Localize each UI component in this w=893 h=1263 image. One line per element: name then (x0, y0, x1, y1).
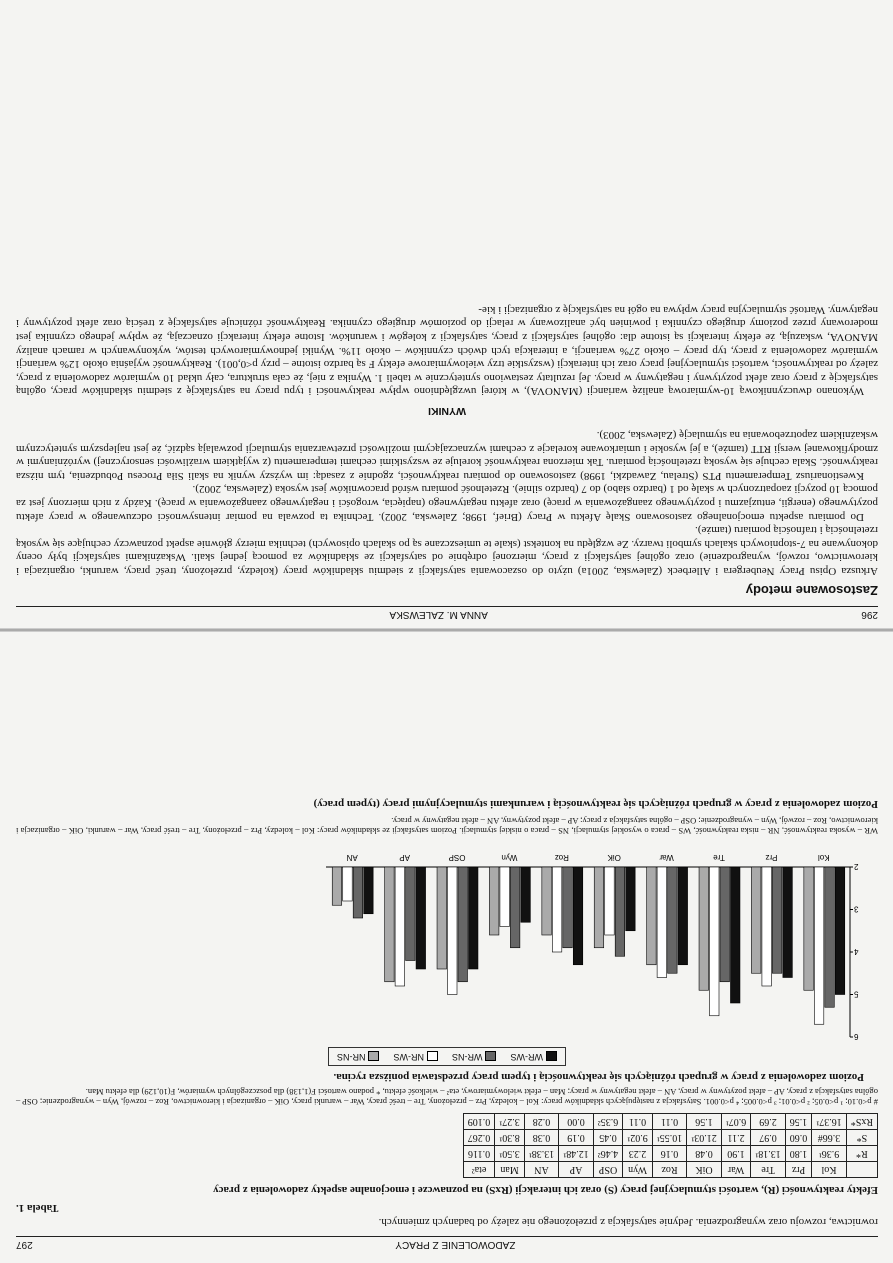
page-divider (0, 628, 893, 632)
running-header (16, 606, 878, 620)
section-title: Zastosowane metody (745, 583, 878, 598)
x-tick-label: AN (346, 853, 358, 863)
table-cell: 0.97 (751, 1130, 786, 1146)
legend-item (337, 1051, 380, 1062)
legend-swatch (546, 1051, 557, 1061)
bar (605, 867, 614, 935)
table-cell: 0.45 (593, 1130, 623, 1146)
table-cell: 13.38¹ (524, 1146, 559, 1162)
bar (500, 867, 509, 927)
table-cell: 1.80 (785, 1146, 812, 1162)
paragraph: Wykonano dwuczynnikową 10-wymiarową analizę wariancji (MANOVA), w której uwzględniono wpływ reaktywności i typu pracy na satysfakcję z siedmiu składników pracy, ogólną satysfakcję z pracy oraz afekt pozytywny i negatywny w pracy. Jej rezultaty zestawiono syntetycznie w tabeli 1. Wynika z niej, że cała struktura, cały układ 10 wymiarów zadowolenia z pracy, zależy od reaktywności, wartości stymulacyjnej pracy oraz ich interakcji (wszystkie trzy wielowymiarowe efekty F są bardzo istotne – przy p<0,001). Reaktywność wyjaśnia około 12% wariancji wymiarów zadowolenia z pracy, typ pracy – około 27% wariancji, a interakcja tych dwóch czynników – około 11%. Wyniki jednowymiarowych testów, wykonywanych w ramach analizy MANOVA, wskazują, że efekty interakcji są istotne dla: ogólnej satysfakcji z pracy, satysfakcji z kolegów i warunków. Istotne efekty interakcji oznaczają, że wpływ jednego czynnika jest moderowany przez poziomy drugiego czynnika i powinien być analizowany w relacji do poziomów drugiego czynnika. Reaktywność różnicuje satysfakcję z treścią oraz afekt pozytywny i negatywny. Wartość stymulacyjna pracy wpływa na ogół na satysfakcję z organizacji i kie- (16, 303, 878, 398)
bar (406, 867, 415, 961)
table-cell: RxS* (846, 1114, 877, 1130)
bar (364, 867, 373, 914)
page-297 (0, 640, 893, 1263)
table-header-row (463, 1162, 877, 1178)
table-header-cell: Kol (812, 1162, 847, 1178)
bar (521, 867, 530, 922)
paragraph: Arkusza Opisu Pracy Neubergera i Allerbeck (Zalewska, 2001a) użyto do oszacowania satysfakcji z siedmiu składników pracy (koledzy, przełożony, treść pracy, warunki, organizacja i kierownictwo, rozwój, wynagrodzenie) oraz ogólnej satysfakcji z pracy, mierzonej odrębnie od satysfakcji ze składników za pomocą jednej skali. Wskaźnikami satysfakcji były oceny dokonywane na 7-stopniowych skalach symboli twarzy. Ze względu na kontekst (skale te umieszczane są po skalach opisowych) technika mierzy głównie aspekt poznawczy cechujące się wysoką rzetelnością i trafnością pomiaru (tamże). (16, 524, 878, 577)
table-cell: 0.267 (463, 1130, 495, 1146)
table-header-cell: Prz (785, 1162, 812, 1178)
bar (468, 867, 477, 969)
table-cell: 9.02¹ (623, 1130, 653, 1146)
x-tick-label: OSP (448, 853, 466, 863)
table-row (463, 1130, 877, 1146)
table-cell: S* (846, 1130, 877, 1146)
paragraph: Do pomiaru aspektu emocjonalnego zastosowano Skalę Afektu w Pracy (Brief, 1998; Zalewska, 2002). Technika ta pozwala na pomiar intensywności odczuwanego w pracy afektu pozytywnego (energii, entuzjazmu i pozytywnego zaangażowania w pracę) oraz afektu negatywnego (napięcia, wrogości i negatywnego zaangażowania w pracę). Każdy z nich mierzony jest za pomocą 10 pozycji zaopatrzonych w skalę od 1 (bardzo słabo) do 7 (bardzo silnie). Rzetelność pomiaru wśród pracowników jest wysoka (Zalewska, 2002). (16, 483, 878, 523)
y-tick-label: 6 (854, 1032, 859, 1042)
bar (573, 867, 582, 965)
table-cell: 0.16 (652, 1146, 687, 1162)
bar (489, 867, 498, 935)
table-cell: 9.36¹ (812, 1146, 847, 1162)
bar (762, 867, 771, 986)
bar (825, 867, 834, 1007)
table-cell: 3.50¹ (495, 1146, 525, 1162)
bar (668, 867, 677, 973)
table-cell: 10.55¹ (652, 1130, 687, 1146)
bar (594, 867, 603, 948)
bar-chart (16, 840, 878, 1066)
legend-swatch (486, 1051, 497, 1061)
legend-swatch (369, 1051, 380, 1061)
x-tick-label: War (659, 853, 674, 863)
bar (615, 867, 624, 956)
legend-item (452, 1051, 497, 1062)
table-cell: 0.109 (463, 1114, 495, 1130)
bar (783, 867, 792, 978)
table-cell: 0.60 (785, 1130, 812, 1146)
paragraph: Kwestionariusz Temperamentu PTS (Strelau, Zawadzki, 1998) zastosowano do pomiaru reaktywności, zgodnie z zasadą: im wyższy wynik na skali Siła Procesu Pobudzenia, tym niższa reaktywność. Skala cechuje się wysoką rzetelnością pomiaru. Tak mierzona reaktywność koreluje ze wszystkimi cechami temperamentu (z wyjątkiem wrażliwości sensorycznej) wyróżnianymi w zmodyfikowanej wersji RTT (tamże), a jej wysokie i umiarkowane korelacje z cechami wyznaczającymi możliwości przetwarzania stymulacji pozwalają sądzić, że jest najlepszym syntetycznym wskaźnikiem zapotrzebowania na stymulację (Zalewska, 2003). (16, 429, 878, 482)
results-table (463, 1113, 878, 1178)
bar (542, 867, 551, 935)
table-cell: 0.11 (623, 1114, 653, 1130)
running-header (16, 1236, 878, 1250)
bar (416, 867, 425, 969)
table-cell: 4.46² (593, 1146, 623, 1162)
table-cell: 3.66# (812, 1130, 847, 1146)
table-row (463, 1114, 877, 1130)
table-header-cell: AN (524, 1162, 559, 1178)
results-heading: WYNIKI (428, 405, 466, 418)
table-cell: 0.28 (524, 1114, 559, 1130)
x-tick-label: Roz (554, 853, 569, 863)
table-cell: 6.07¹ (721, 1114, 751, 1130)
bar (835, 867, 844, 995)
table-cell: 2.69 (751, 1114, 786, 1130)
table-header-cell: Man (495, 1162, 525, 1178)
table-cell: 6.35² (593, 1114, 623, 1130)
table-cell: 12.48¹ (559, 1146, 594, 1162)
bar (647, 867, 656, 965)
chart-legend (328, 1047, 566, 1066)
bar (626, 867, 635, 931)
table-cell: R* (846, 1146, 877, 1162)
x-tick-label: Tre (713, 853, 725, 863)
legend-swatch (427, 1051, 438, 1061)
bar (448, 867, 457, 995)
page-297-content (16, 650, 878, 1250)
bar (751, 867, 760, 973)
bar (510, 867, 519, 948)
table-number: Tabela 1. (16, 1202, 59, 1215)
legend-label: WR-NS (452, 1051, 483, 1062)
table-cell: 3.27¹ (495, 1114, 525, 1130)
table-cell: 21.03¹ (687, 1130, 722, 1146)
y-tick-label: 2 (854, 862, 859, 872)
bar (437, 867, 446, 969)
table-row (463, 1146, 877, 1162)
table-header-cell: Wyn (623, 1162, 653, 1178)
table-cell: 1.56 (687, 1114, 722, 1130)
table-header-cell: AP (559, 1162, 594, 1178)
y-tick-label: 5 (854, 989, 859, 999)
x-tick-label: Kol (818, 853, 830, 863)
legend-label: NR-NS (337, 1051, 366, 1062)
bar (353, 867, 362, 918)
table-cell: 0.38 (524, 1130, 559, 1146)
figure-caption: Poziom zadowolenia z pracy w grupach różniących się reaktywnością i warunkami stymulacyjnymi pracy (typem pracy) (313, 798, 878, 811)
bar (772, 867, 781, 973)
table-header-cell: OiK (687, 1162, 722, 1178)
bar (710, 867, 719, 1016)
x-tick-label: OiK (607, 853, 621, 863)
x-tick-label: AP (399, 853, 410, 863)
table-cell: 0.48 (687, 1146, 722, 1162)
table-cell: 0.00 (559, 1114, 594, 1130)
table-cell: 0.19 (559, 1130, 594, 1146)
page-296 (0, 0, 893, 625)
table-cell: 2.11 (721, 1130, 751, 1146)
running-head: ANNA M. ZALEWSKA (389, 609, 488, 620)
x-tick-label: Wyn (501, 853, 518, 863)
table-header-cell: War (721, 1162, 751, 1178)
table-header-cell: Tre (751, 1162, 786, 1178)
bar (730, 867, 739, 1003)
table-note: # p<0.10; ¹ p<0.05; ² p<0.01; ³ p<0.005; ⁴ p<0.001. Satysfakcja z następujących składników pracy: Kol – koledzy, Prz – przełożony, Tre – treść pracy, War – warunki pracy, OiK – organizacja i kierownictwo, Roz – rozwój, Wyn – wynagrodzenie; OSP – ogólna satysfakcja z pracy, AP – afekt pozytywny w pracy, AN – afekt negatywny w pracy; Man – efekt wielowymiarowy, eta² – wielkość efektu, * podano wartości F(1,138) dla poszczególnych wymiarów, F(10,129) dla efektu Man. (16, 1087, 878, 1108)
table-cell: 1.56 (785, 1114, 812, 1130)
y-tick-label: 4 (854, 947, 859, 957)
bar (720, 867, 729, 982)
bar (458, 867, 467, 982)
table-cell: 8.30¹ (495, 1130, 525, 1146)
bar (552, 867, 561, 952)
table-cell: 13.18¹ (751, 1146, 786, 1162)
bar (332, 867, 341, 905)
running-head: ZADOWOLENIE Z PRACY (395, 1239, 516, 1250)
table-header-cell: Roz (652, 1162, 687, 1178)
bar (343, 867, 352, 901)
table-cell: 0.11 (652, 1114, 687, 1130)
y-tick-label: 3 (854, 904, 859, 914)
table-cell: 16.37¹ (812, 1114, 847, 1130)
bar (699, 867, 708, 990)
legend-label: NR-WS (393, 1051, 424, 1062)
bar (385, 867, 394, 982)
table-header-cell (846, 1162, 877, 1178)
bar (814, 867, 823, 1024)
page-number: 297 (16, 1239, 33, 1250)
bar (563, 867, 572, 948)
table-title: Efekty reaktywności (R), wartości stymulacyjnej pracy (S) oraz ich interakcji (RxS) na poznawcze i emocjonalne aspekty zadowolenia z pracy (213, 1184, 878, 1197)
figure-note: WR – wysoka reaktywność, NR – niska reaktywność, WS – praca o wysokiej stymulacji, NS – praca o niskiej stymulacji. Poziom satysfakcji ze składników pracy: Kol – koledzy, Prz – przełożony, Tre – treść pracy, War – warunki, OiK – organizacja i kierownictwo, Roz – rozwój, Wyn – wynagrodzenie; OSP – ogólna satysfakcja z pracy; AP – afekt pozytywny, AN – afekt negatywny w pracy. (16, 816, 878, 837)
table-header-cell: OSP (593, 1162, 623, 1178)
legend-item (394, 1051, 439, 1062)
page-number: 296 (861, 609, 878, 620)
page-296-content (16, 20, 878, 620)
figure-intro: Poziom zadowolenia z pracy w grupach różniących się reaktywnością i typem pracy przedstawia poniższa rycina. (333, 1071, 864, 1084)
bar (804, 867, 813, 990)
table-cell: 2.23 (623, 1146, 653, 1162)
bar (657, 867, 666, 978)
table-cell: 0.116 (463, 1146, 495, 1162)
table-cell: 1.90 (721, 1146, 751, 1162)
x-tick-label: Prz (765, 853, 778, 863)
paragraph: rownictwa, rozwoju oraz wynagrodzenia. Jedynie satysfakcja z przełożonego nie zależy od badanych zmiennych. (378, 1216, 878, 1228)
legend-label: WR-WS (510, 1051, 543, 1062)
chart-svg (318, 845, 878, 1045)
bar (678, 867, 687, 965)
legend-item (511, 1051, 558, 1062)
bar (395, 867, 404, 986)
table-header-cell: eta² (463, 1162, 495, 1178)
